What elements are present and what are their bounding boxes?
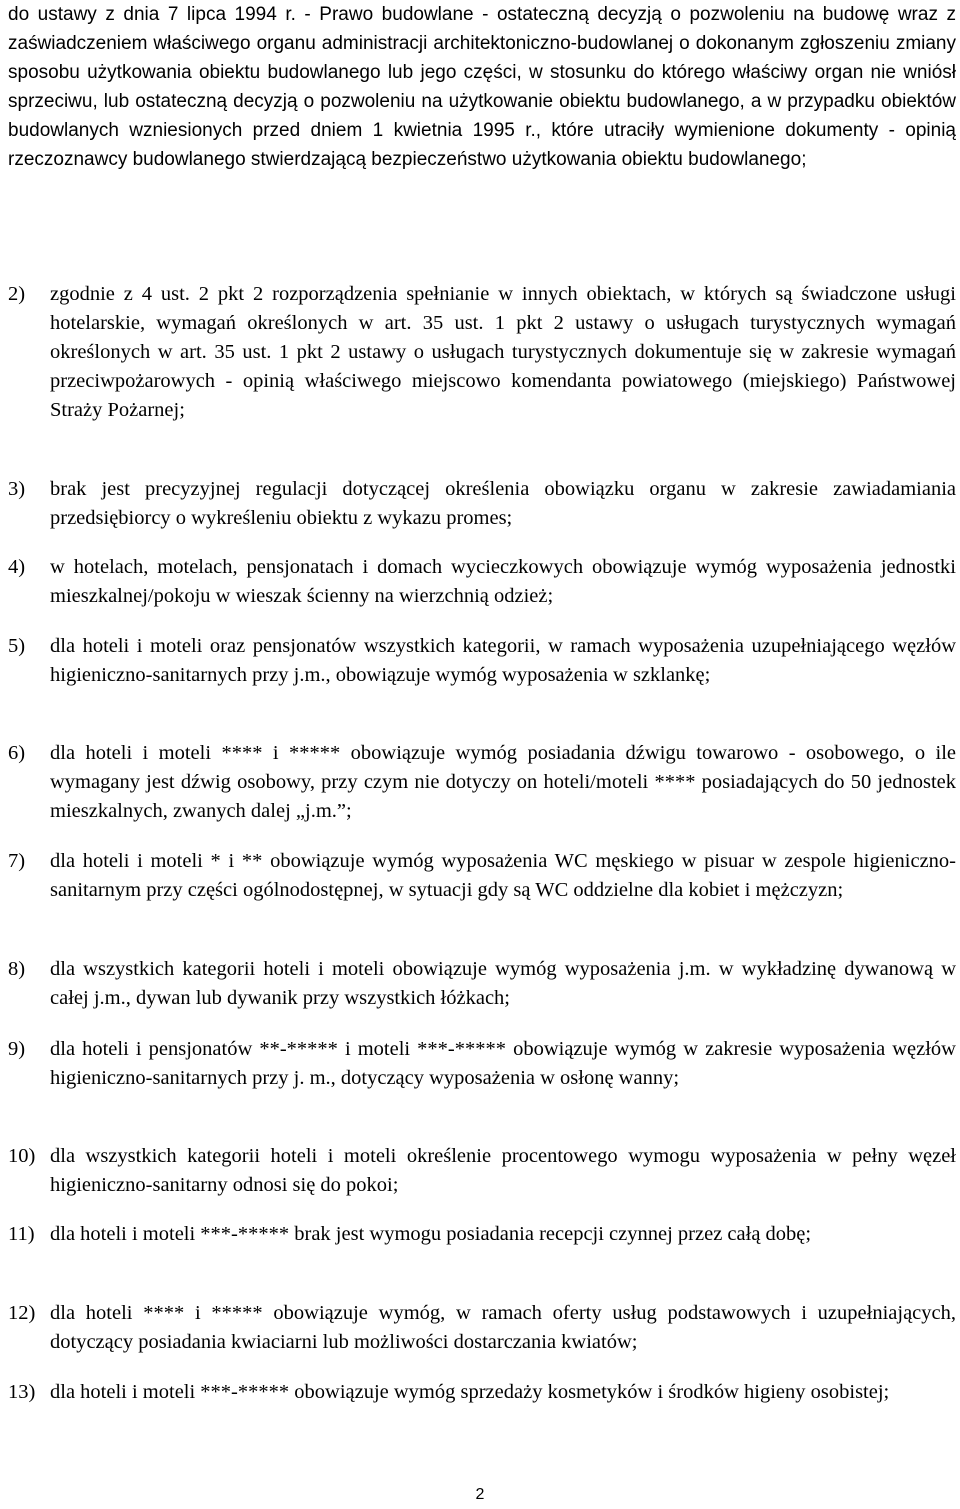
list-item-3	[0, 475, 956, 533]
list-item-number: 11)	[8, 1223, 35, 1245]
list-item-text: brak jest precyzyjnej regulacji dotyczącej określenia obowiązku organu w zakresie zawiadamiania przedsiębiorcy o wykreśleniu obiektu z wykazu promes;	[50, 478, 956, 529]
list-item-10	[0, 1142, 956, 1200]
page-number: 2	[475, 1486, 485, 1503]
list-item-4	[0, 553, 956, 611]
list-item-number: 10)	[8, 1145, 36, 1167]
list-item-text: zgodnie z 4 ust. 2 pkt 2 rozporządzenia spełnianie w innych obiektach, w których są świadczone usługi hotelarskie, wymagań określonych w art. 35 ust. 1 pkt 2 ustawy o usługach turystycznych wymagań określonych w art. 35 ust. 1 pkt 2 ustawy o usługach turystycznych dokumentuje się w zakresie wymagań przeciwpożarowych - opinią właściwego miejscowo komendanta powiatowego (miejskiego) Państwowej Straży Pożarnej;	[50, 283, 956, 421]
list-item-text: dla hoteli i moteli oraz pensjonatów wszystkich kategorii, w ramach wyposażenia uzupełniającego węzłów higieniczno-sanitarnych przy j.m., obowiązuje wymóg wyposażenia w szklankę;	[50, 635, 956, 686]
list-item-number: 9)	[8, 1038, 26, 1060]
list-item-number: 7)	[8, 850, 26, 872]
list-item-number: 3)	[8, 478, 26, 500]
list-item-11	[0, 1220, 956, 1249]
list-item-2	[0, 280, 956, 425]
list-item-number: 8)	[8, 958, 26, 980]
list-item-text: w hotelach, motelach, pensjonatach i domach wycieczkowych obowiązuje wymóg wyposażenia jednostki mieszkalnej/pokoju w wieszak ścienny na wierzchnią odzież;	[50, 556, 956, 607]
list-item-text: dla wszystkich kategorii hoteli i moteli obowiązuje wymóg wyposażenia j.m. w wykładzinę dywanową w całej j.m., dywan lub dywanik przy wszystkich łóżkach;	[50, 958, 956, 1009]
list-item-text: dla hoteli i moteli ***-***** brak jest wymogu posiadania recepcji czynnej przez całą dobę;	[50, 1223, 812, 1245]
list-item-number: 6)	[8, 742, 26, 764]
list-item-text: dla hoteli i moteli ***-***** obowiązuje wymóg sprzedaży kosmetyków i środków higieny osobistej;	[50, 1381, 890, 1403]
list-item-7	[0, 847, 956, 905]
list-item-13	[0, 1378, 956, 1407]
list-item-8	[0, 955, 956, 1013]
list-item-text: dla hoteli **** i ***** obowiązuje wymóg, w ramach oferty usług podstawowych i uzupełniających, dotyczący posiadania kwiaciarni lub możliwości dostarczania kwiatów;	[50, 1302, 956, 1353]
list-item-number: 12)	[8, 1302, 36, 1324]
list-item-6	[0, 739, 956, 826]
list-item-number: 4)	[8, 556, 26, 578]
list-item-text: dla wszystkich kategorii hoteli i moteli określenie procentowego wymogu wyposażenia w pełny węzeł higieniczno-sanitarny odnosi się do pokoi;	[50, 1145, 956, 1196]
list-item-5	[0, 632, 956, 690]
list-item-number: 5)	[8, 635, 26, 657]
list-item-text: dla hoteli i pensjonatów **-***** i moteli ***-***** obowiązuje wymóg w zakresie wyposażenia węzłów higieniczno-sanitarnych przy j. m., dotyczący wyposażenia w osłonę wanny;	[50, 1038, 956, 1089]
list-item-12	[0, 1299, 956, 1357]
list-item-text: dla hoteli i moteli **** i ***** obowiązuje wymóg posiadania dźwigu towarowo - osobowego, o ile wymagany jest dźwig osobowy, przy czym nie dotyczy on hoteli/moteli **** posiadających do 50 jednostek mieszkalnych, zwanych dalej „j.m.”;	[50, 742, 956, 822]
list-item-number: 2)	[8, 283, 26, 305]
intro-paragraph: do ustawy z dnia 7 lipca 1994 r. - Prawo budowlane - ostateczną decyzją o pozwoleniu na budowę wraz z zaświadczeniem właściwego organu administracji architektoniczno-budowlanej o dokonanym zgłoszeniu zmiany sposobu użytkowania obiektu budowlanego lub jego części, w stosunku do którego właściwy organ nie wniósł sprzeciwu, lub ostateczną decyzją o pozwoleniu na użytkowanie obiektu budowlanego, a w przypadku obiektów budowlanych wzniesionych przed dniem 1 kwietnia 1995 r., które utraciły wymienione dokumenty - opinią rzeczoznawcy budowlanego stwierdzającą bezpieczeństwo użytkowania obiektu budowlanego;	[8, 4, 956, 170]
list-item-text: dla hoteli i moteli * i ** obowiązuje wymóg wyposażenia WC męskiego w pisuar w zespole higieniczno-sanitarnym przy części ogólnodostępnej, w sytuacji gdy są WC oddzielne dla kobiet i mężczyzn;	[50, 850, 956, 901]
list-item-number: 13)	[8, 1381, 36, 1403]
list-item-9	[0, 1035, 956, 1093]
